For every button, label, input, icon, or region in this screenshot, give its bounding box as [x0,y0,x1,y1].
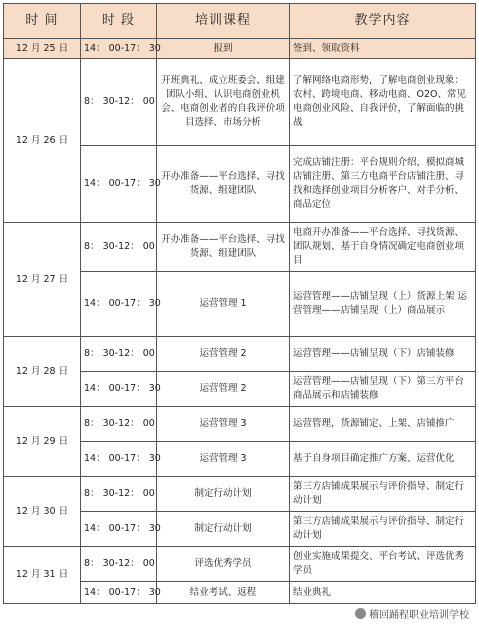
date-cell: 12 月 26 日 [4,59,81,223]
time-cell: 14： 00-17： 30 [81,272,157,337]
table-row [4,477,476,512]
course-cell: 运营管理 3 [157,442,290,477]
content-cell: 第三方店铺成果展示与评价指导、制定行动计划 [290,477,476,512]
time-cell: 14： 00-17： 30 [81,442,157,477]
content-cell: 运营管理——店铺呈现（下）第三方平台商品展示和店铺装修 [290,372,476,407]
course-cell: 制定行动计划 [157,512,290,547]
course-cell: 运营管理 3 [157,407,290,442]
time-cell: 14： 00-17： 30 [81,512,157,547]
watermark-text: 稽回踊程职业培训学校 [369,610,469,621]
content-cell: 运营管理——店铺呈现（上）货源上架 运营管理——店铺呈现（上）商品展示 [290,272,476,337]
content-cell: 电商开办准备——平台选择、寻找货源、团队规划、基于自身情况确定电商创业项目 [290,223,476,272]
time-cell: 8： 30-12： 00 [81,223,157,272]
time-cell: 14： 00-17： 30 [81,582,157,604]
time-cell: 8： 30-12： 00 [81,59,157,146]
content-cell: 第三方店铺成果展示与评价指导、制定行动计划 [290,512,476,547]
course-cell: 制定行动计划 [157,477,290,512]
time-cell: 14： 00-17： 30 [81,372,157,407]
header-time: 时 段 [81,4,157,39]
watermark [353,606,471,621]
header-course: 培训课程 [157,4,290,39]
date-cell: 12 月 27 日 [4,223,81,337]
course-cell: 开办准备——平台选择、寻找货源、组建团队 [157,146,290,223]
table-row [4,547,476,582]
header-date: 时 间 [4,4,81,39]
time-cell: 8： 30-12： 00 [81,337,157,372]
course-cell: 开班典礼、成立班委会、组建团队小组、认识电商创业机会、电商创业者的自我评价项目选择、市场分析 [157,59,290,146]
course-cell: 评选优秀学员 [157,547,290,582]
content-cell: 基于自身项目确定推广方案、运营优化 [290,442,476,477]
table-row [4,59,476,146]
time-cell: 8： 30-12： 00 [81,547,157,582]
date-cell: 12 月 25 日 [4,39,81,59]
content-cell: 完成店铺注册：平台规则介绍，模拟商城店铺注册、第三方电商平台店铺注册、寻找和选择创业项目分析客户、对手分析、商品定位 [290,146,476,223]
table-row [4,407,476,442]
wechat-logo-icon [355,608,366,619]
content-cell: 运营管理，货源铺定、上架、店铺推广 [290,407,476,442]
time-cell: 8： 30-12： 00 [81,407,157,442]
course-cell: 运营管理 1 [157,272,290,337]
schedule-table [3,3,476,604]
table-row [4,223,476,272]
date-cell: 12 月 30 日 [4,477,81,547]
header-content: 教学内容 [290,4,476,39]
course-cell: 报到 [157,39,290,59]
header-row [4,4,476,39]
content-cell: 创业实施成果提交、平台考试、评选优秀学员 [290,547,476,582]
table-row [4,39,476,59]
course-cell: 运营管理 2 [157,337,290,372]
content-cell: 签到、领取资料 [290,39,476,59]
course-cell: 运营管理 2 [157,372,290,407]
course-cell: 结业考试、返程 [157,582,290,604]
time-cell: 8： 30-12： 00 [81,477,157,512]
course-cell: 开办准备——平台选择、寻找货源、组建团队 [157,223,290,272]
time-cell: 14： 00-17： 30 [81,146,157,223]
table-row [4,337,476,372]
content-cell: 了解网络电商形势，了解电商创业现象：农村、跨境电商、移动电商、O2O、常见电商创业风险、自我评价，了解面临的挑战 [290,59,476,146]
content-cell: 运营管理——店铺呈现（下）店铺装修 [290,337,476,372]
content-cell: 结业典礼 [290,582,476,604]
date-cell: 12 月 28 日 [4,337,81,407]
time-cell: 14： 00-17： 30 [81,39,157,59]
date-cell: 12 月 31 日 [4,547,81,604]
date-cell: 12 月 29 日 [4,407,81,477]
